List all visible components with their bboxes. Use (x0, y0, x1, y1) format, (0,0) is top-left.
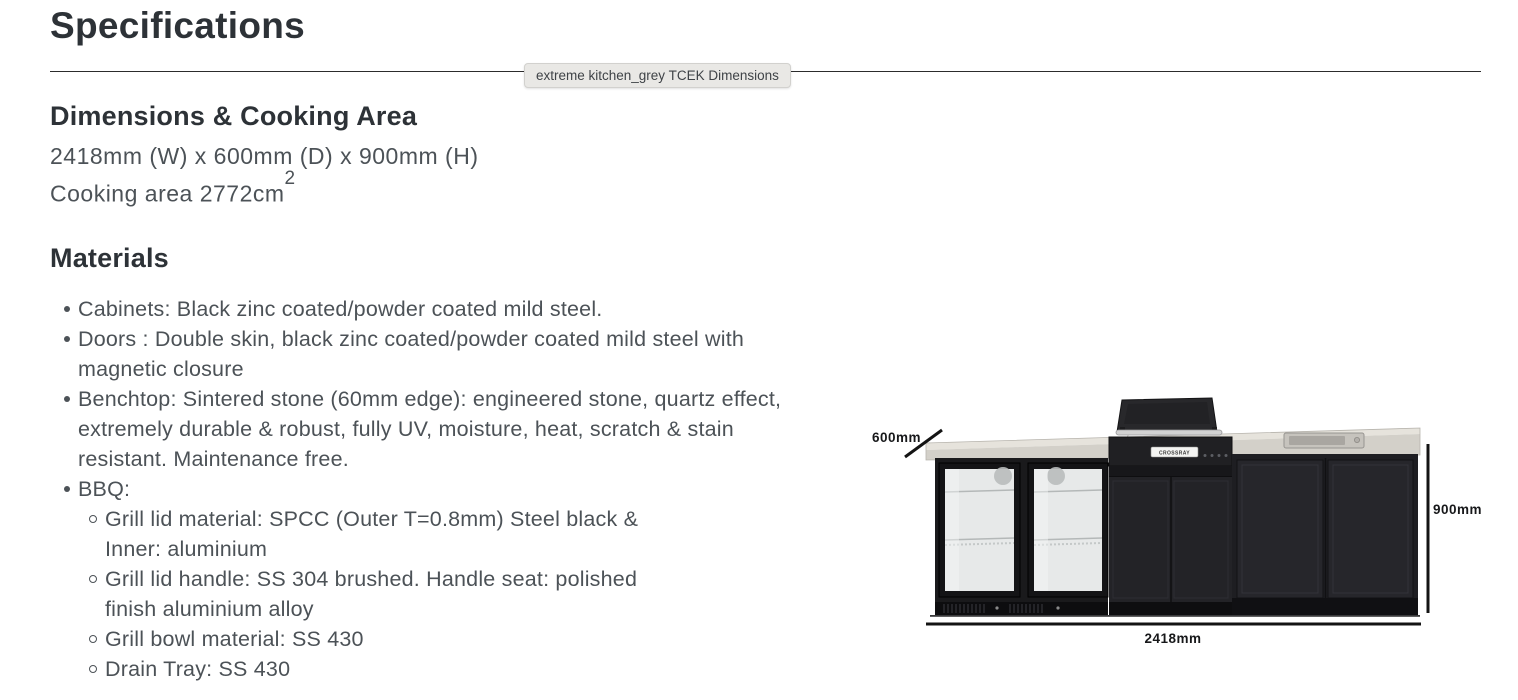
list-item-doors (50, 324, 818, 384)
depth-dimension-label: 600mm (872, 430, 922, 445)
page-title: Specifications (50, 5, 306, 46)
grill-lid-handle (1116, 430, 1222, 435)
list-item-text: Benchtop: Sintered stone (60mm edge): engineered stone, quartz effect, extremely durable & robust, fully UV, moisture, heat, scratch & stain resistant. Maintenance free. (78, 387, 782, 471)
list-item-text: BBQ: (78, 477, 131, 501)
fridge-fan-left (994, 467, 1012, 485)
image-alt-tooltip: extreme kitchen_grey TCEK Dimensions (524, 63, 791, 88)
width-dimension-label: 2418mm (1144, 631, 1202, 646)
bbq-grill (1109, 398, 1232, 615)
product-dimensions-image (860, 380, 1500, 660)
bbq-detail-list (78, 504, 818, 684)
list-item-cabinets (50, 294, 818, 324)
list-item-text: Doors : Double skin, black zinc coated/powder coated mild steel with magnetic closure (78, 327, 745, 381)
brand-label: CROSSRAY (1158, 450, 1191, 457)
unit-shadow (930, 615, 1420, 617)
fridge-fan-right (1047, 467, 1065, 485)
materials-section-heading: Materials (50, 243, 169, 273)
cooking-area-exponent: 2 (284, 168, 296, 189)
kitchen-illustration (860, 380, 1500, 660)
dimensions-text-block (50, 140, 478, 210)
cooking-area-line (50, 168, 478, 210)
cabinet-door-right (1328, 460, 1413, 598)
dimensions-size-line: 2418mm (W) x 600mm (D) x 900mm (H) (50, 143, 479, 169)
list-item-text: Cabinets: Black zinc coated/powder coated mild steel. (78, 297, 603, 321)
right-cabinet (1232, 454, 1418, 615)
dimensions-section-heading: Dimensions & Cooking Area (50, 101, 418, 131)
bar-fridge (935, 458, 1108, 615)
sink (1284, 433, 1364, 448)
list-item-grill-lid-handle (78, 564, 690, 624)
list-item-grill-lid-material (78, 504, 690, 564)
list-item-drain-tray (78, 654, 690, 684)
list-item-grill-bowl (78, 624, 690, 654)
list-item-text: Grill lid material: SPCC (Outer T=0.8mm) Steel black & Inner: aluminium (105, 507, 639, 561)
list-item-text: Grill lid handle: SS 304 brushed. Handle seat: polished finish aluminium alloy (105, 567, 638, 621)
list-item-bbq (50, 474, 818, 684)
height-dimension-label: 900mm (1433, 502, 1483, 517)
list-item-benchtop (50, 384, 818, 474)
list-item-text: Drain Tray: SS 430 (105, 657, 291, 681)
cabinet-door-left (1237, 460, 1323, 598)
list-item-text: Grill bowl material: SS 430 (105, 627, 364, 651)
materials-list (50, 294, 818, 684)
cooking-area-text: Cooking area 2772cm (50, 180, 285, 207)
